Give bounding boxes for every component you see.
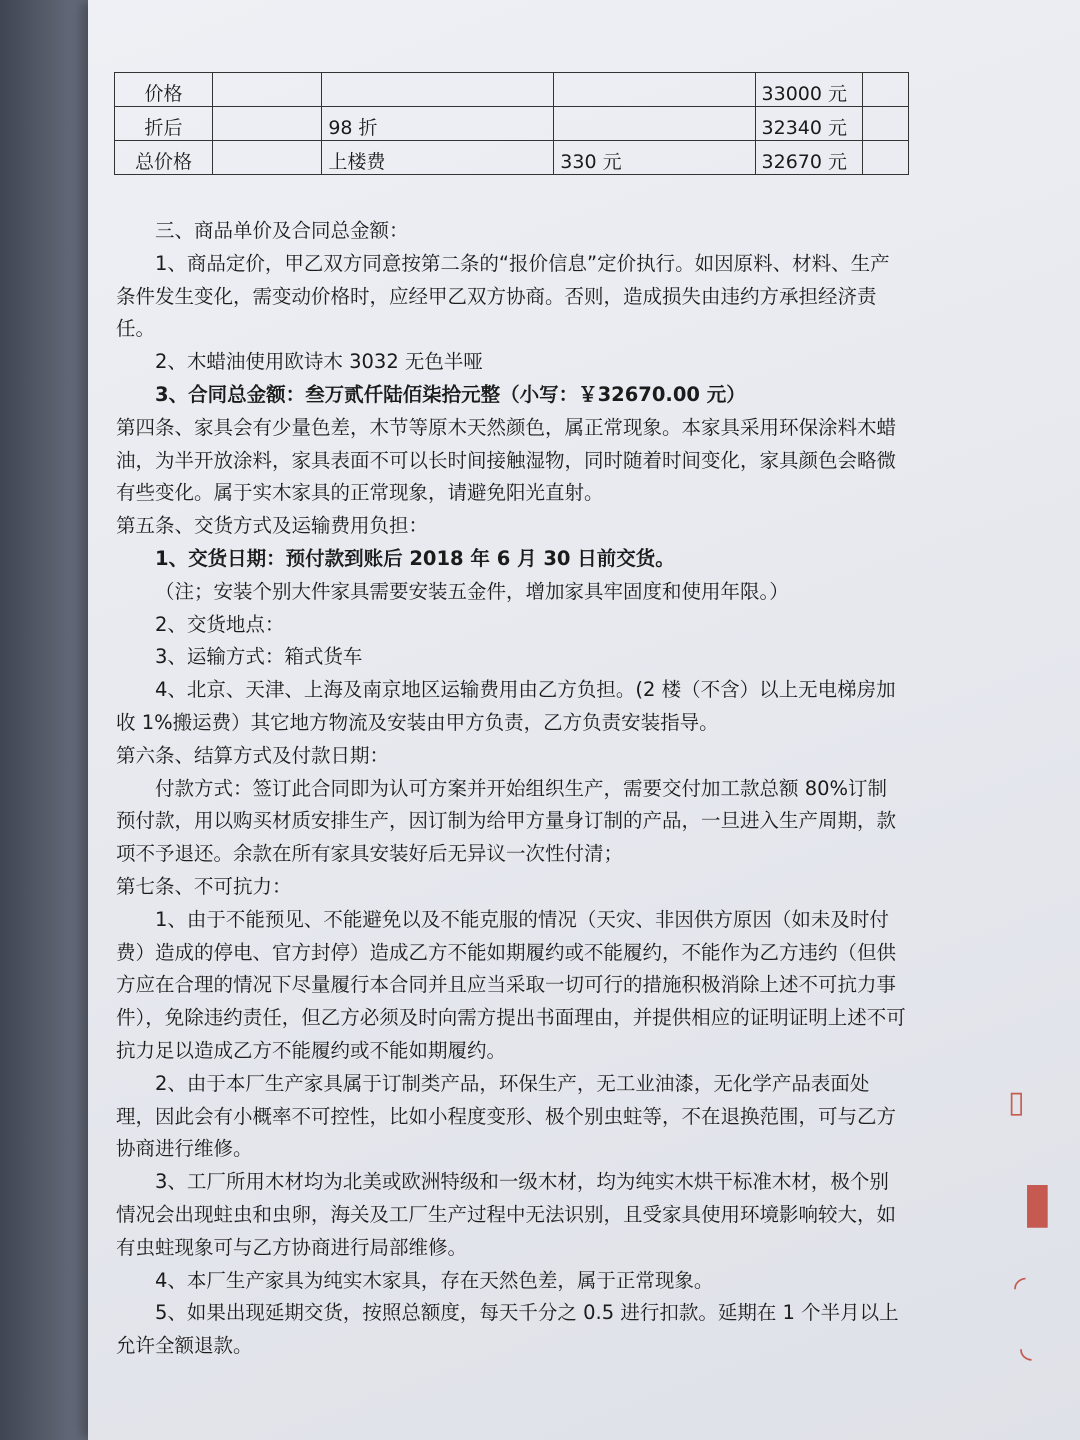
clause-paragraph: 3、运输方式：箱式货车 xyxy=(155,645,363,669)
table-cell xyxy=(554,107,755,141)
table-cell-label: 折后 xyxy=(115,107,213,141)
seal-stamp-fragment: ▮ xyxy=(1022,1170,1053,1235)
clause-paragraph: 1、由于不能预见、不能避免以及不能克服的情况（天灾、非因供方原因（如未及时付费）造成的停电、官方封停）造成乙方不能如期履约或不能履约，不能作为乙方违约（但供方应在合理的情况下尽量履行本合同并且应当采取一切可行的措施积极消除上述不可抗力事件），免除违约责任，但乙方必须及时向需方提出书面理由，并提供相应的证明证明上述不可抗力足以造成乙方不能履约或不能如期履约。 xyxy=(116,907,906,1062)
table-cell xyxy=(322,73,554,107)
table-cell-empty xyxy=(863,73,909,107)
clause-paragraph: 2、由于本厂生产家具属于订制类产品，环保生产，无工业油漆，无化学产品表面处理，因此会有小概率不可控性，比如小程度变形、极个别虫蛀等，不在退换范围，可与乙方协商进行维修。 xyxy=(116,1071,897,1161)
section-heading: 三、商品单价及合同总金额： xyxy=(155,219,409,242)
clause-paragraph: 2、木蜡油使用欧诗木 3032 无色半哑 xyxy=(155,350,483,374)
table-cell xyxy=(212,73,321,107)
price-table xyxy=(114,72,909,175)
contract-page xyxy=(88,0,1080,1440)
clause-paragraph: 1、商品定价，甲乙双方同意按第二条的“报价信息”定价执行。如因原料、材料、生产条件发生变化，需变动价格时，应经甲乙双方协商。否则，造成损失由违约方承担经济责任。 xyxy=(116,251,890,341)
table-cell-amount: 32340 元 xyxy=(755,107,863,141)
table-cell xyxy=(212,107,321,141)
clause-paragraph: 5、如果出现延期交货，按照总额度，每天千分之 0.5 进行扣款。延期在 1 个半月以上允许全额退款。 xyxy=(116,1301,899,1358)
table-cell-label: 价格 xyxy=(115,73,213,107)
clause-paragraph: 4、本厂生产家具为纯实木家具，存在天然色差，属于正常现象。 xyxy=(155,1268,714,1292)
seal-stamp-fragment: ◜ xyxy=(1014,1270,1026,1305)
table-cell-amount: 33000 元 xyxy=(755,73,863,107)
table-cell: 330 元 xyxy=(554,141,755,175)
table-cell: 98 折 xyxy=(322,107,554,141)
table-cell xyxy=(212,141,321,175)
table-cell xyxy=(554,73,755,107)
table-cell-empty xyxy=(863,141,909,175)
note-paragraph: （注；安装个别大件家具需要安装五金件，增加家具牢固度和使用年限。） xyxy=(155,579,789,603)
table-cell-empty xyxy=(863,107,909,141)
article-heading: 第五条、交货方式及运输费用负担： xyxy=(116,514,429,538)
seal-stamp-fragment: ◟ xyxy=(1020,1330,1032,1365)
table-row xyxy=(115,73,909,107)
delivery-date-paragraph: 1、交货日期：预付款到账后 2018 年 6 月 30 日前交货。 xyxy=(155,546,675,570)
table-row xyxy=(115,141,909,175)
article-heading: 第六条、结算方式及付款日期： xyxy=(116,743,390,767)
seal-stamp-fragment: ▯ xyxy=(1008,1085,1025,1120)
table-row xyxy=(115,107,909,141)
table-cell-amount: 32670 元 xyxy=(755,141,863,175)
total-amount-paragraph: 3、合同总金额：叁万贰仟陆佰柒拾元整（小写：￥32670.00 元） xyxy=(155,382,746,406)
clause-paragraph: 4、北京、天津、上海及南京地区运输费用由乙方负担。(2 楼（不含）以上无电梯房加收 1%搬运费）其它地方物流及安装由甲方负责，乙方负责安装指导。 xyxy=(116,678,896,734)
table-cell-label: 总价格 xyxy=(115,141,213,175)
contract-body xyxy=(116,215,906,1363)
clause-paragraph: 2、交货地点： xyxy=(155,612,285,636)
table-cell: 上楼费 xyxy=(322,141,554,175)
article-heading: 第七条、不可抗力： xyxy=(116,874,292,898)
article-paragraph: 第四条、家具会有少量色差，木节等原木天然颜色，属正常现象。本家具采用环保涂料木蜡油，为半开放涂料，家具表面不可以长时间接触湿物，同时随着时间变化，家具颜色会略微有些变化。属于实木家具的正常现象，请避免阳光直射。 xyxy=(116,415,897,505)
clause-paragraph: 3、工厂所用木材均为北美或欧洲特级和一级木材，均为纯实木烘干标准木材，极个别情况会出现蛀虫和虫卵，海关及工厂生产过程中无法识别，且受家具使用环境影响较大，如有虫蛀现象可与乙方协商进行局部维修。 xyxy=(116,1170,897,1259)
background-edge xyxy=(0,0,88,1440)
payment-paragraph: 付款方式：签订此合同即为认可方案并开始组织生产，需要交付加工款总额 80%订制预付款，用以购买材质安排生产，因订制为给甲方量身订制的产品，一旦进入生产周期，款项不予退还。余款在所有家具安装好后无异议一次性付清； xyxy=(116,776,897,866)
